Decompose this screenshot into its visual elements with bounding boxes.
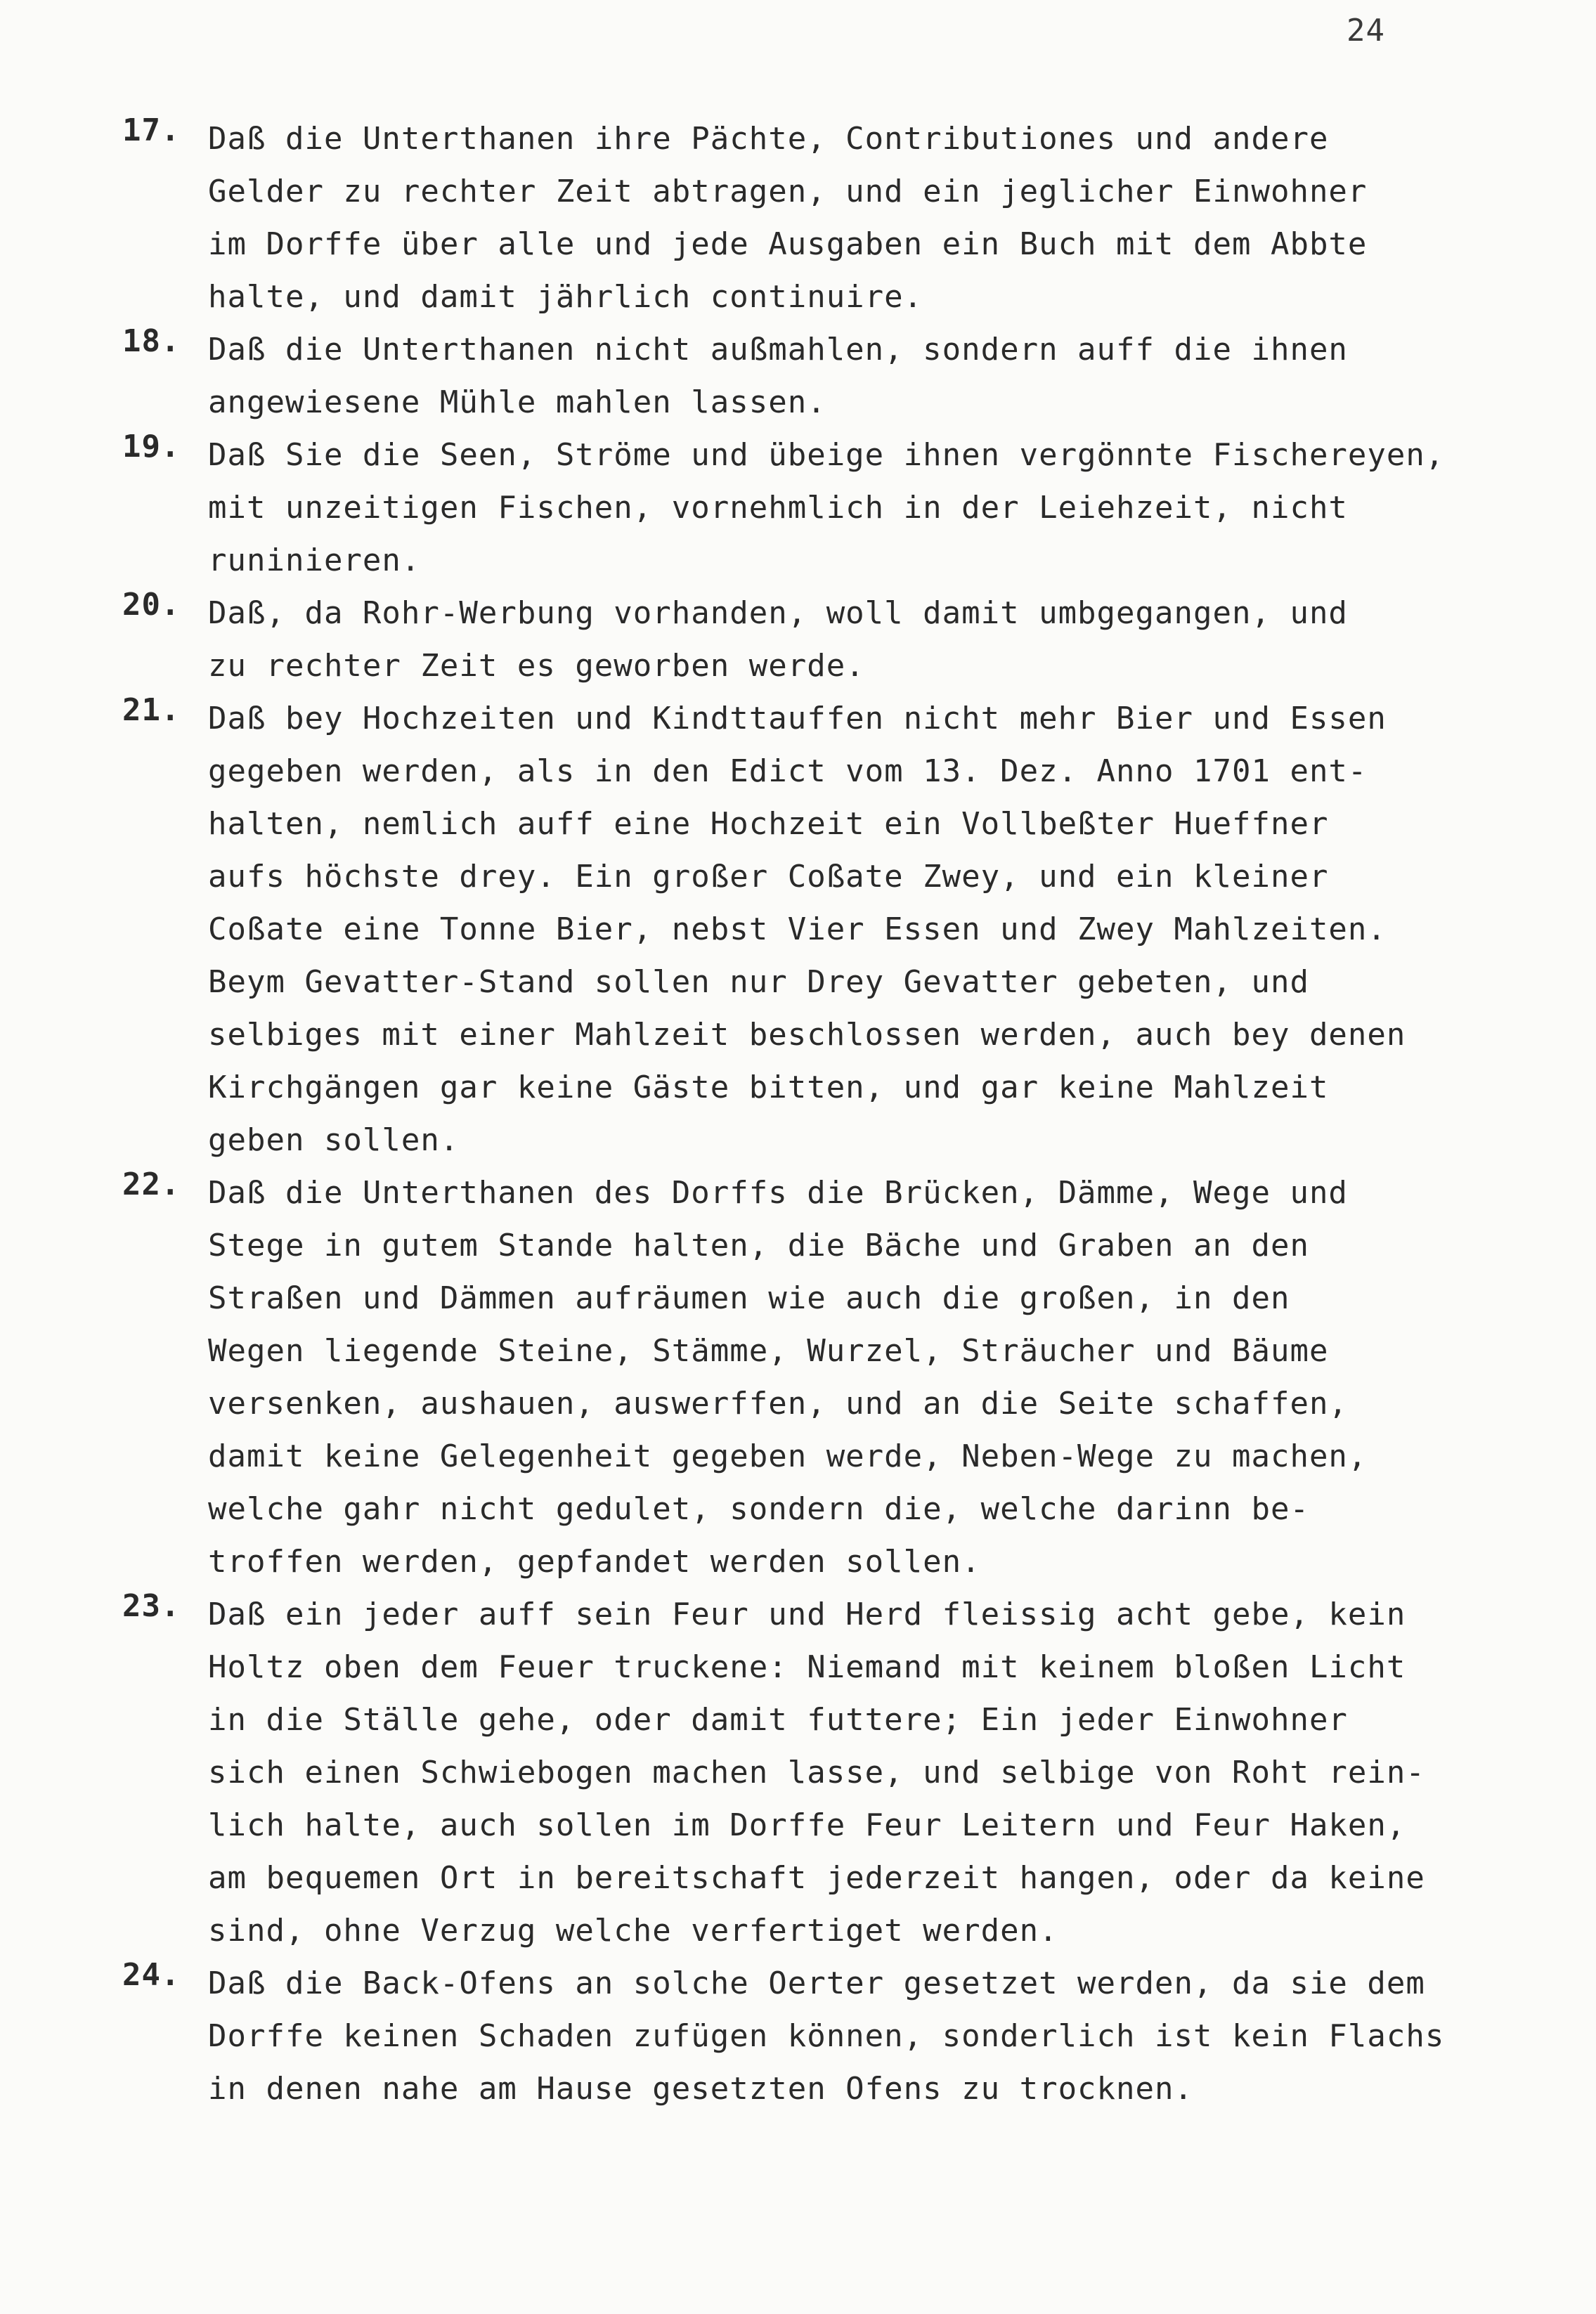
text-line: Coßate eine Tonne Bier, nebst Vier Essen und Zwey Mahlzeiten.	[208, 911, 1387, 947]
text-line: selbiges mit einer Mahlzeit beschlossen werden, auch bey denen	[208, 1017, 1406, 1053]
paragraph-number: 23.	[122, 1588, 181, 1624]
text-line: Beym Gevatter-Stand sollen nur Drey Gevatter gebeten, und	[208, 964, 1309, 1000]
text-line: Daß Sie die Seen, Ströme und übeige ihnen vergönnte Fischereyen,	[208, 437, 1445, 473]
text-line: Daß ein jeder auff sein Feur und Herd fleissig acht gebe, kein	[208, 1597, 1406, 1632]
text-line: Gelder zu rechter Zeit abtragen, und ein jeglicher Einwohner	[208, 174, 1368, 209]
text-line: Dorffe keinen Schaden zufügen können, sonderlich ist kein Flachs	[208, 2018, 1445, 2054]
text-line: am bequemen Ort in bereitschaft jederzeit hangen, oder da keine	[208, 1860, 1425, 1896]
text-line: Daß die Unterthanen des Dorffs die Brücken, Dämme, Wege und	[208, 1175, 1348, 1211]
paragraph-text	[208, 112, 1585, 323]
numbered-paragraph	[0, 1957, 1596, 2115]
text-line: Holtz oben dem Feuer truckene: Niemand mit keinem bloßen Licht	[208, 1649, 1406, 1685]
text-line: welche gahr nicht gedulet, sondern die, welche darinn be-	[208, 1491, 1309, 1527]
paragraph-number: 24.	[122, 1957, 181, 1993]
numbered-paragraph	[0, 1588, 1596, 1957]
text-line: aufs höchste drey. Ein großer Coßate Zwey, und ein kleiner	[208, 859, 1329, 895]
text-line: geben sollen.	[208, 1122, 460, 1158]
text-line: Wegen liegende Steine, Stämme, Wurzel, Sträucher und Bäume	[208, 1333, 1329, 1369]
text-line: halten, nemlich auff eine Hochzeit ein Vollbeßter Hueffner	[208, 806, 1329, 842]
text-line: versenken, aushauen, auswerffen, und an die Seite schaffen,	[208, 1386, 1348, 1422]
paragraph-number: 20.	[122, 587, 181, 623]
paragraph-number: 22.	[122, 1166, 181, 1202]
paragraph-text	[208, 692, 1585, 1166]
text-line: im Dorffe über alle und jede Ausgaben ein Buch mit dem Abbte	[208, 226, 1368, 262]
text-line: mit unzeitigen Fischen, vornehmlich in der Leiehzeit, nicht	[208, 490, 1348, 526]
text-line: damit keine Gelegenheit gegeben werde, Neben-Wege zu machen,	[208, 1438, 1368, 1474]
text-line: Daß, da Rohr-Werbung vorhanden, woll damit umbgegangen, und	[208, 595, 1348, 631]
text-line: Daß die Unterthanen nicht außmahlen, sondern auff die ihnen	[208, 332, 1348, 368]
text-line: Straßen und Dämmen aufräumen wie auch die großen, in den	[208, 1280, 1290, 1316]
paragraph-number: 21.	[122, 692, 181, 728]
text-line: sich einen Schwiebogen machen lasse, und selbige von Roht rein-	[208, 1755, 1425, 1790]
numbered-paragraph	[0, 692, 1596, 1166]
paragraph-text	[208, 587, 1585, 692]
text-line: Stege in gutem Stande halten, die Bäche und Graben an den	[208, 1228, 1309, 1263]
paragraph-list	[0, 112, 1596, 2115]
text-line: runinieren.	[208, 542, 421, 578]
text-line: angewiesene Mühle mahlen lassen.	[208, 384, 826, 420]
paragraph-text	[208, 429, 1585, 587]
paragraph-text	[208, 1957, 1585, 2115]
text-line: gegeben werden, als in den Edict vom 13. Dez. Anno 1701 ent-	[208, 753, 1368, 789]
text-line: in denen nahe am Hause gesetzten Ofens zu trocknen.	[208, 2071, 1194, 2107]
numbered-paragraph	[0, 323, 1596, 429]
paragraph-text	[208, 1166, 1585, 1588]
paragraph-number: 18.	[122, 323, 181, 359]
numbered-paragraph	[0, 1166, 1596, 1588]
text-line: halte, und damit jährlich continuire.	[208, 279, 923, 315]
text-line: Daß bey Hochzeiten und Kindttauffen nicht mehr Bier und Essen	[208, 701, 1387, 736]
text-line: zu rechter Zeit es geworben werde.	[208, 648, 865, 684]
paragraph-number: 19.	[122, 429, 181, 464]
paragraph-text	[208, 323, 1585, 429]
text-line: Daß die Unterthanen ihre Pächte, Contributiones und andere	[208, 121, 1329, 157]
numbered-paragraph	[0, 587, 1596, 692]
text-line: Daß die Back-Ofens an solche Oerter gesetzet werden, da sie dem	[208, 1965, 1425, 2001]
numbered-paragraph	[0, 112, 1596, 323]
text-line: Kirchgängen gar keine Gäste bitten, und gar keine Mahlzeit	[208, 1070, 1329, 1105]
paragraph-text	[208, 1588, 1585, 1957]
numbered-paragraph	[0, 429, 1596, 587]
text-line: in die Ställe gehe, oder damit futtere; Ein jeder Einwohner	[208, 1702, 1348, 1738]
paragraph-number: 17.	[122, 112, 181, 148]
text-line: sind, ohne Verzug welche verfertiget werden.	[208, 1913, 1058, 1949]
page-number: 24	[1347, 13, 1385, 48]
text-line: troffen werden, gepfandet werden sollen.	[208, 1544, 981, 1580]
text-line: lich halte, auch sollen im Dorffe Feur Leitern und Feur Haken,	[208, 1807, 1406, 1843]
